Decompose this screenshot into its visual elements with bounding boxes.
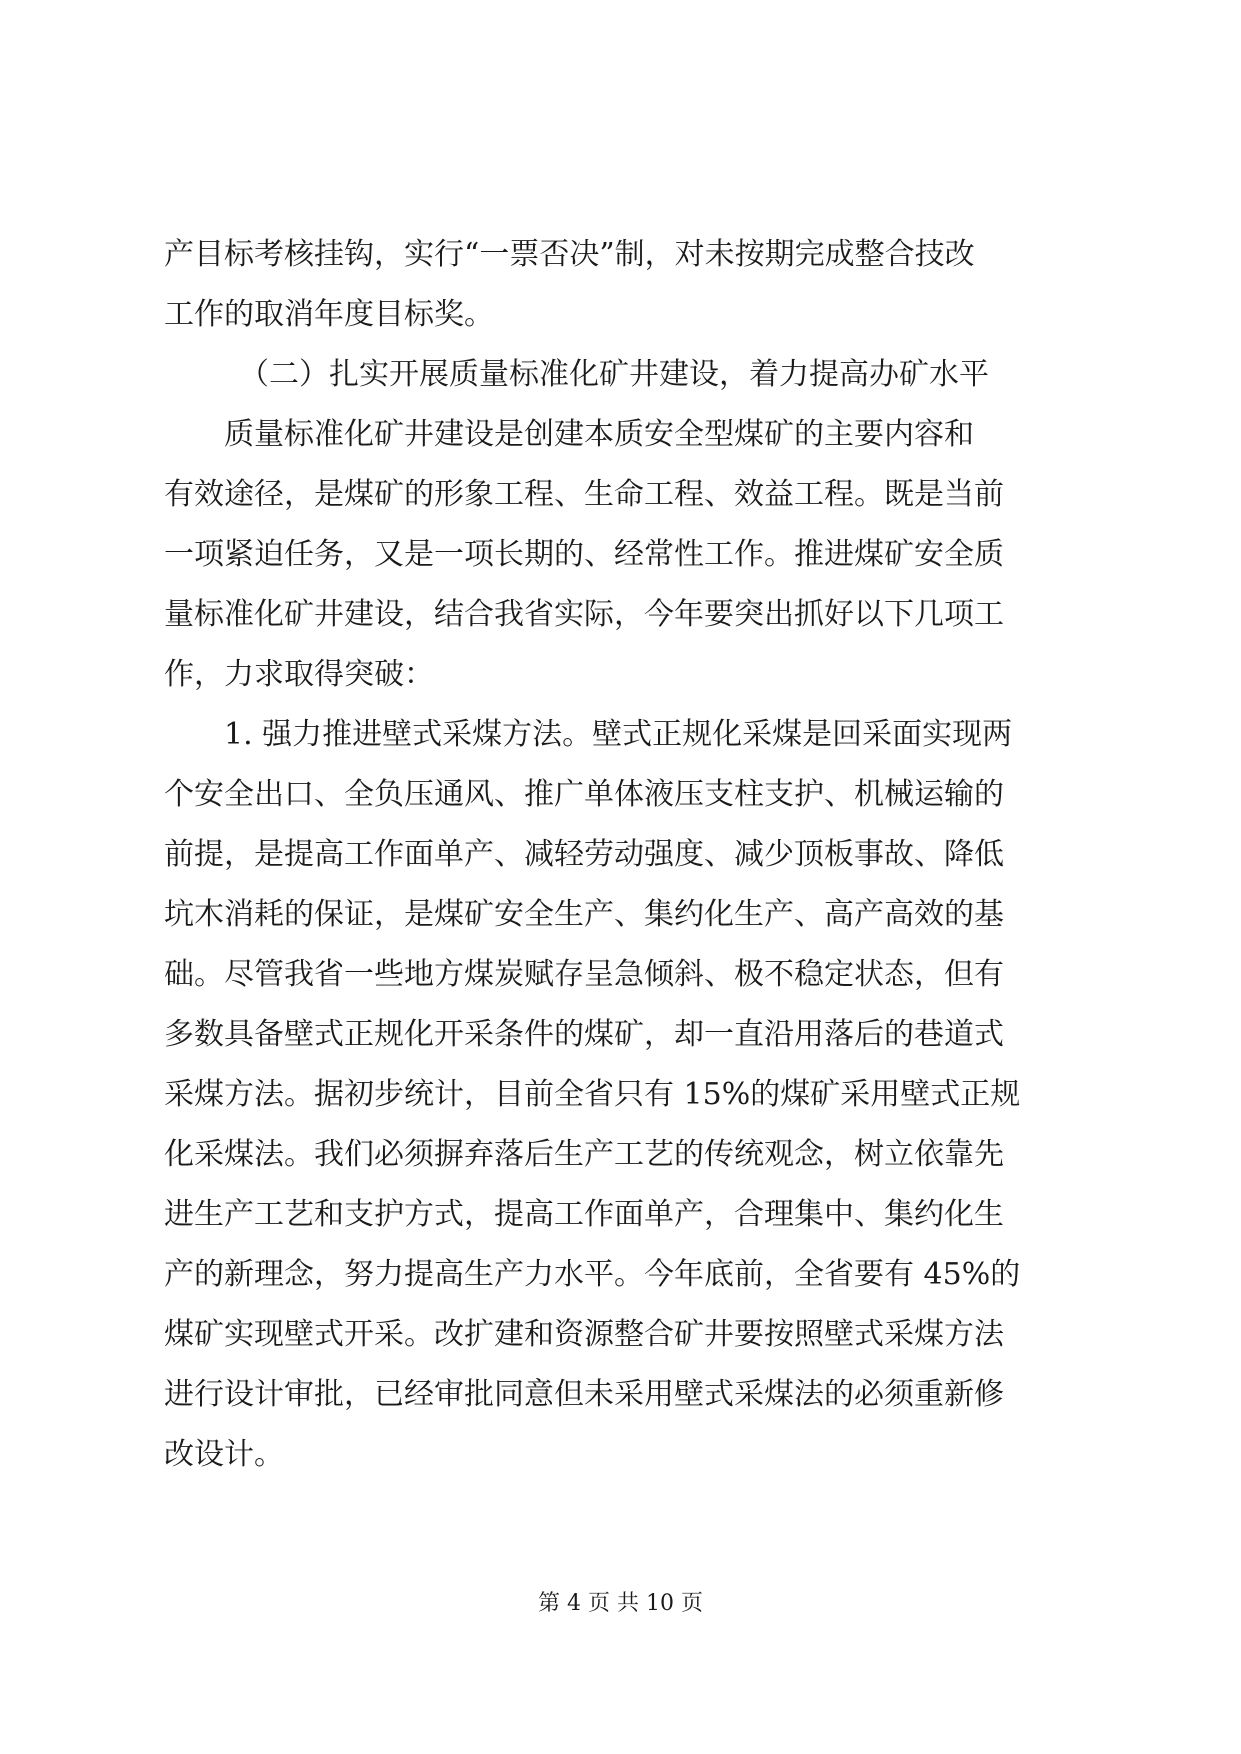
paragraph-line: 坑木消耗的保证，是煤矿安全生产、集约化生产、高产高效的基 xyxy=(164,897,1004,932)
paragraph-line: 有效途径，是煤矿的形象工程、生命工程、效益工程。既是当前 xyxy=(164,477,1004,512)
paragraph-line: 多数具备壁式正规化开采条件的煤矿，却一直沿用落后的巷道式 xyxy=(164,1017,1004,1052)
section-heading: （二）扎实开展质量标准化矿井建设，着力提高办矿水平 xyxy=(239,357,989,392)
paragraph-line: 前提，是提高工作面单产、减轻劳动强度、减少顶板事故、降低 xyxy=(164,837,1004,872)
paragraph-line: 量标准化矿井建设，结合我省实际，今年要突出抓好以下几项工 xyxy=(164,597,1004,632)
paragraph-line: 个安全出口、全负压通风、推广单体液压支柱支护、机械运输的 xyxy=(164,777,1004,812)
paragraph-line: 础。尽管我省一些地方煤炭赋存呈急倾斜、极不稳定状态，但有 xyxy=(164,957,1004,992)
paragraph-line: 作，力求取得突破： xyxy=(164,657,434,692)
paragraph-line: 产目标考核挂钩，实行“一票否决”制，对未按期完成整合技改 xyxy=(164,237,975,272)
paragraph-line: 进行设计审批，已经审批同意但未采用壁式采煤法的必须重新修 xyxy=(164,1377,1004,1412)
paragraph-line: 化采煤法。我们必须摒弃落后生产工艺的传统观念，树立依靠先 xyxy=(164,1137,1004,1172)
paragraph-line: 煤矿实现壁式开采。改扩建和资源整合矿井要按照壁式采煤方法 xyxy=(164,1317,1004,1352)
paragraph-line: 质量标准化矿井建设是创建本质安全型煤矿的主要内容和 xyxy=(224,417,974,452)
paragraph-line: 进生产工艺和支护方式，提高工作面单产，合理集中、集约化生 xyxy=(164,1197,1004,1232)
numbered-item-line: 1. 强力推进壁式采煤方法。壁式正规化采煤是回采面实现两 xyxy=(224,717,1013,752)
paragraph-line: 工作的取消年度目标奖。 xyxy=(164,297,494,332)
paragraph-line: 产的新理念，努力提高生产力水平。今年底前，全省要有 45%的 xyxy=(164,1257,1021,1292)
document-body xyxy=(164,225,1086,1485)
paragraph-line: 改设计。 xyxy=(164,1437,284,1472)
paragraph-line: 一项紧迫任务，又是一项长期的、经常性工作。推进煤矿安全质 xyxy=(164,537,1004,572)
paragraph-line: 采煤方法。据初步统计，目前全省只有 15%的煤矿采用壁式正规 xyxy=(164,1077,1021,1112)
page-number-footer: 第 4 页 共 10 页 xyxy=(538,1591,703,1616)
